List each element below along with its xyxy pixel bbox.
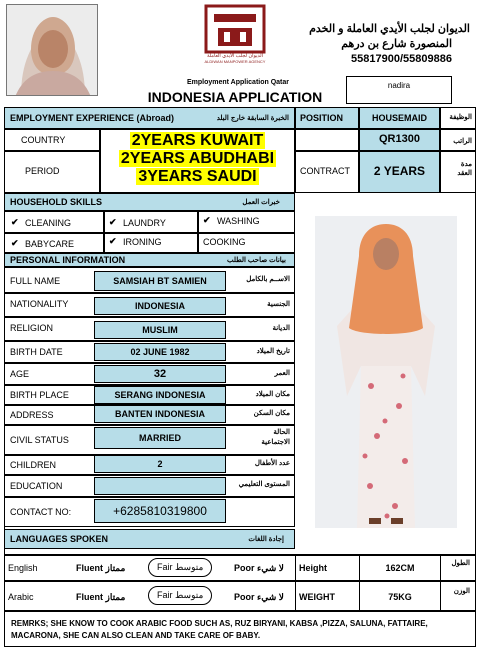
lang-english-fair: Fair متوسط bbox=[148, 558, 212, 577]
agency-logo bbox=[198, 2, 272, 66]
religion-value-cell bbox=[94, 321, 226, 339]
birth-place-value: SERANG INDONESIA bbox=[114, 390, 206, 400]
civil-status-label: CIVIL STATUS bbox=[10, 435, 69, 445]
logo-caption-en: ALDIWAN MANPOWER AGENCY bbox=[204, 59, 266, 64]
salary-blank-cell bbox=[295, 129, 359, 151]
check-icon: ✔ bbox=[109, 236, 117, 246]
full-name-value: SAMSIAH BT SAMIEN bbox=[113, 276, 207, 286]
experience-header bbox=[4, 107, 295, 129]
skill-laundry-label: LAUNDRY bbox=[123, 218, 166, 228]
religion-label-ar: الديانة bbox=[272, 325, 290, 332]
experience-label-ar: الخبرة السابقة خارج البلد bbox=[216, 115, 289, 122]
personal-header bbox=[4, 253, 295, 267]
children-value: 2 bbox=[157, 459, 163, 469]
experience-detail-cell bbox=[100, 129, 295, 193]
check-icon: ✔ bbox=[11, 238, 19, 248]
skill-cleaning-label: CLEANING bbox=[25, 218, 72, 228]
country-label-cell bbox=[4, 129, 100, 151]
children-label: CHILDREN bbox=[10, 460, 57, 470]
age-label-ar: العمر bbox=[274, 370, 290, 377]
weight-value: 75KG bbox=[388, 592, 412, 602]
skill-ironing-label: IRONING bbox=[123, 237, 162, 247]
contact-value-cell bbox=[94, 499, 226, 523]
personal-label-ar: بيانات صاحب الطلب bbox=[226, 257, 286, 264]
salary-value-cell bbox=[359, 129, 440, 151]
position-label-ar: الوظيفة bbox=[449, 114, 472, 121]
languages-label: LANGUAGES SPOKEN bbox=[10, 534, 109, 544]
period-label-cell bbox=[4, 151, 100, 193]
contract-ar-cell bbox=[440, 151, 476, 193]
position-label-cell bbox=[295, 107, 359, 129]
nationality-label-ar: الجنسية bbox=[267, 301, 290, 308]
contract-label-cell bbox=[295, 151, 359, 193]
full-body-photo bbox=[315, 216, 457, 528]
education-label: EDUCATION bbox=[10, 481, 63, 491]
check-icon: ✔ bbox=[203, 215, 211, 225]
check-icon: ✔ bbox=[109, 217, 117, 227]
experience-lines bbox=[101, 132, 294, 186]
remarks-text: REMRKS; SHE KNOW TO COOK ARABIC FOOD SUCH AS, RUZ BIRYANI, KABSA ,PIZZA, SALUNA, FATTAIRE, MACARONA, SHE CAN ALSO CLEAN AND TAKE CARE OF BABY. bbox=[11, 619, 428, 640]
civil-status-label-ar: الحالة الاجتماعية bbox=[261, 429, 290, 446]
address-value-cell bbox=[94, 405, 226, 423]
skill-washing bbox=[198, 211, 295, 233]
age-value-cell bbox=[94, 365, 226, 383]
lang-english-poor: Poor لا شيء bbox=[234, 563, 284, 573]
birth-date-label-ar: تاريخ الميلاد bbox=[256, 348, 290, 355]
remarks-cell bbox=[4, 611, 476, 647]
full-name-label-ar: الاســم بالكامل bbox=[246, 276, 290, 283]
children-label-ar: عدد الأطفال bbox=[254, 460, 290, 467]
skills-label-ar: خبرات العمل bbox=[242, 199, 280, 206]
agency-name-ar: الديوان لجلب الأيدي العاملة و الخدم bbox=[309, 23, 470, 35]
birth-date-value: 02 JUNE 1982 bbox=[130, 347, 190, 357]
children-value-cell bbox=[94, 455, 226, 473]
position-value: HOUSEMAID bbox=[371, 113, 427, 123]
languages-label-ar: إجادة اللغات bbox=[248, 536, 284, 543]
weight-label: WEIGHT bbox=[299, 592, 335, 602]
lang-arabic-label: Arabic bbox=[8, 592, 34, 602]
skill-laundry bbox=[104, 211, 198, 233]
logo-caption-ar: الديوان لجلب الأيدي العاملة bbox=[206, 53, 264, 59]
birth-date-value-cell bbox=[94, 343, 226, 361]
languages-header bbox=[4, 529, 295, 549]
civil-status-value-cell bbox=[94, 427, 226, 449]
height-label-ar: الطول bbox=[451, 560, 470, 567]
position-value-cell bbox=[359, 107, 440, 129]
contact-label: CONTACT NO: bbox=[10, 507, 72, 517]
lang-arabic-fluent: Fluent ممتاز bbox=[76, 592, 126, 602]
birth-date-label: BIRTH DATE bbox=[10, 347, 63, 357]
birth-place-value-cell bbox=[94, 386, 226, 404]
contract-label: CONTRACT bbox=[300, 166, 350, 176]
experience-line-2: 2YEARS ABUDHABI bbox=[120, 150, 275, 167]
address-value: BANTEN INDONESIA bbox=[114, 409, 205, 419]
birth-place-label-ar: مكان الميلاد bbox=[255, 391, 290, 398]
education-value-cell bbox=[94, 477, 226, 495]
address-label: ADDRESS bbox=[10, 410, 54, 420]
full-name-value-cell bbox=[94, 271, 226, 291]
address-label-ar: مكان السكن bbox=[253, 410, 290, 417]
name-box-text: nadira bbox=[387, 81, 411, 90]
skills-header bbox=[4, 193, 295, 211]
birth-place-label: BIRTH PLACE bbox=[10, 390, 69, 400]
skill-ironing bbox=[104, 233, 198, 253]
height-label: Height bbox=[299, 563, 327, 573]
portrait-photo bbox=[6, 4, 98, 96]
age-label: AGE bbox=[10, 369, 30, 379]
salary-ar-cell bbox=[440, 129, 476, 151]
salary-label-ar: الراتب bbox=[453, 138, 472, 145]
religion-label: RELIGION bbox=[10, 323, 54, 333]
skill-babycare-label: BABYCARE bbox=[25, 239, 75, 249]
skill-babycare bbox=[4, 233, 104, 253]
period-label: PERIOD bbox=[25, 166, 60, 176]
lang-arabic-fair: Fair متوسط bbox=[148, 586, 212, 605]
nationality-label: NATIONALITY bbox=[10, 299, 69, 309]
document-title: INDONESIA APPLICATION bbox=[147, 89, 323, 105]
skill-washing-label: WASHING bbox=[217, 216, 260, 226]
skill-cleaning bbox=[4, 211, 104, 233]
skills-label: HOUSEHOLD SKILLS bbox=[10, 197, 103, 207]
agency-address-ar: المنصورة شارع بن درهم bbox=[341, 38, 452, 50]
lang-english-fluent: Fluent ممتاز bbox=[76, 563, 126, 573]
contact-value: +6285810319800 bbox=[113, 504, 207, 518]
salary-value: QR1300 bbox=[379, 133, 420, 145]
lang-english-label: English bbox=[8, 563, 38, 573]
experience-label: EMPLOYMENT EXPERIENCE (Abroad) bbox=[10, 113, 175, 123]
position-ar-cell bbox=[440, 107, 476, 129]
skill-cooking bbox=[198, 233, 295, 253]
agency-phones: 55817900/55809886 bbox=[351, 53, 452, 65]
personal-label: PERSONAL INFORMATION bbox=[10, 255, 126, 265]
age-value: 32 bbox=[153, 368, 167, 380]
check-icon: ✔ bbox=[11, 217, 19, 227]
contract-value: 2 YEARS bbox=[373, 164, 426, 178]
lang-arabic-poor: Poor لا شيء bbox=[234, 592, 284, 602]
name-box bbox=[346, 76, 452, 104]
experience-line-3: 3YEARS SAUDI bbox=[138, 168, 257, 185]
document-subtitle: Employment Application Qatar bbox=[186, 79, 290, 86]
education-label-ar: المستوى التعليمي bbox=[238, 481, 290, 488]
civil-status-value: MARRIED bbox=[139, 433, 181, 443]
religion-value: MUSLIM bbox=[142, 325, 178, 335]
nationality-value: INDONESIA bbox=[134, 301, 185, 311]
full-name-label: FULL NAME bbox=[10, 276, 61, 286]
contract-value-cell bbox=[359, 151, 440, 193]
contract-label-ar: مدة العقد bbox=[457, 161, 472, 177]
experience-line-1: 2YEARS KUWAIT bbox=[131, 132, 264, 149]
skill-cooking-label: COOKING bbox=[203, 237, 246, 247]
position-label: POSITION bbox=[300, 113, 344, 123]
nationality-value-cell bbox=[94, 297, 226, 315]
weight-label-ar: الوزن bbox=[453, 588, 470, 595]
height-value: 162CM bbox=[385, 563, 415, 573]
country-label: COUNTRY bbox=[21, 135, 66, 145]
